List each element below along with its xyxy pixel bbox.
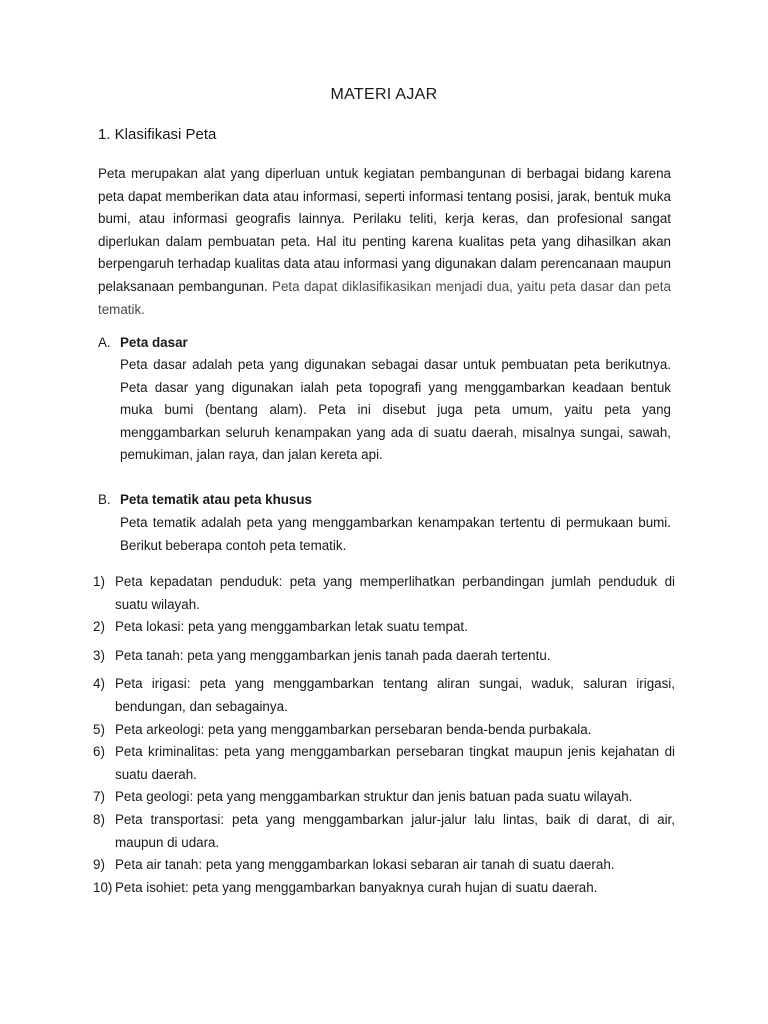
list-text: Peta arkeologi: peta yang menggambarkan persebaran benda-benda purbakala. xyxy=(115,721,592,737)
list-number: 7) xyxy=(93,789,105,805)
list-text: Peta kriminalitas: peta yang menggambarkan persebaran tingkat maupun jenis kejahatan di suatu daerah. xyxy=(115,744,675,782)
list-number: 6) xyxy=(93,744,105,760)
list-number: 8) xyxy=(93,811,105,827)
list-item xyxy=(93,786,675,809)
list-item xyxy=(93,809,675,854)
intro-paragraph xyxy=(98,163,671,321)
list-item xyxy=(93,854,675,877)
list-text: Peta air tanah: peta yang menggambarkan lokasi sebaran air tanah di suatu daerah. xyxy=(115,857,615,873)
list-text: Peta geologi: peta yang menggambarkan struktur dan jenis batuan pada suatu wilayah. xyxy=(115,789,633,805)
list-number: 4) xyxy=(93,676,105,692)
list-text: Peta kepadatan penduduk: peta yang memperlihatkan perbandingan jumlah penduduk di suatu wilayah. xyxy=(115,574,675,612)
sub-a-letter: A. xyxy=(98,335,111,350)
list-number: 2) xyxy=(93,619,105,635)
list-text: Peta transportasi: peta yang menggambarkan jalur-jalur lalu lintas, baik di darat, di air, maupun di udara. xyxy=(115,811,675,850)
intro-tail-text: Peta dapat diklasifikasikan menjadi dua, yaitu peta dasar dan peta tematik. xyxy=(98,278,671,317)
sub-b-letter: B. xyxy=(98,492,111,507)
list-item xyxy=(93,616,675,639)
sub-a-text: Peta dasar adalah peta yang digunakan sebagai dasar untuk pembuatan peta berikutnya. Peta dasar yang digunakan ialah peta topografi yang menggambarkan keadaan bentuk muka bumi (bentang alam). Peta ini disebut juga peta umum, yaitu peta yang menggambarkan seluruh kenampakan yang ada di suatu daerah, misalnya sungai, sawah, pemukiman, jalan raya, dan jalan kereta api. xyxy=(120,357,671,463)
intro-main-text: Peta merupakan alat yang diperluan untuk kegiatan pembangunan di berbagai bidang karena peta dapat memberikan data atau informasi, seperti informasi tentang posisi, jarak, bentuk muka bumi, atau informasi geografis lainnya. Perilaku teliti, kerja keras, dan profesional sangat diperlukan dalam pembuatan peta. Hal itu penting karena kualitas peta yang dihasilkan akan berpengaruh terhadap kualitas data atau informasi yang digunakan dalam perencanaan maupun pelaksanaan pembangunan. xyxy=(98,166,671,294)
list-text: Peta lokasi: peta yang menggambarkan letak suatu tempat. xyxy=(115,619,468,635)
list-item xyxy=(93,645,675,668)
list-number: 10) xyxy=(93,879,113,895)
list-number: 5) xyxy=(93,721,105,737)
sub-a-title: Peta dasar xyxy=(120,335,188,350)
list-item xyxy=(93,673,675,718)
list-text: Peta tanah: peta yang menggambarkan jenis tanah pada daerah tertentu. xyxy=(115,647,551,663)
list-number: 1) xyxy=(93,574,105,589)
list-text: Peta isohiet: peta yang menggambarkan banyaknya curah hujan di suatu daerah. xyxy=(115,879,598,895)
list-number: 9) xyxy=(93,857,105,873)
list-number: 3) xyxy=(93,647,105,663)
sub-b-text: Peta tematik adalah peta yang menggambarkan kenampakan tertentu di permukaan bumi. Berikut beberapa contoh peta tematik. xyxy=(120,515,671,553)
document-title: MATERI AJAR xyxy=(330,86,438,103)
thematic-map-examples xyxy=(93,571,675,899)
list-item xyxy=(93,571,675,616)
list-item xyxy=(93,741,675,786)
sub-b-title: Peta tematik atau peta khusus xyxy=(120,492,313,507)
list-text: Peta irigasi: peta yang menggambarkan tentang aliran sungai, waduk, saluran irigasi, bendungan, dan sebagainya. xyxy=(115,676,675,714)
list-item xyxy=(93,719,675,742)
list-item xyxy=(93,877,675,900)
section-heading: 1. Klasifikasi Peta xyxy=(98,126,217,143)
